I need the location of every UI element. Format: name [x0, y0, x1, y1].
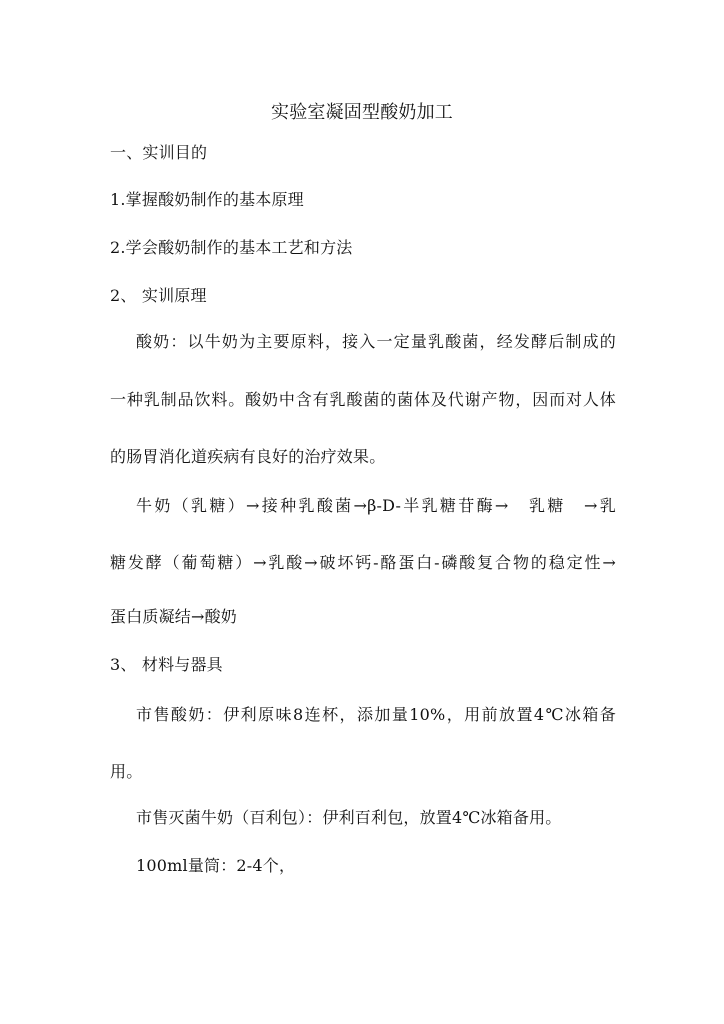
materials-line: 100ml量筒：2-4个， [136, 856, 296, 875]
materials-line: 市售灭菌牛奶（百利包）：伊利百利包，放置4℃冰箱备用。 [136, 808, 562, 827]
paragraph-line: 酸奶：以牛奶为主要原料，接入一定量乳酸菌，经发酵后制成的 [136, 332, 616, 351]
section-heading-objectives: 一、实训目的 [110, 143, 208, 162]
paragraph-line: 一种乳制品饮料。酸奶中含有乳酸菌的菌体及代谢产物，因而对人体 [110, 390, 616, 409]
document-title: 实验室凝固型酸奶加工 [271, 102, 453, 123]
process-flow-line: 牛奶（乳糖）→接种乳酸菌→β-D-半乳糖苷酶→ 乳糖 →乳 [136, 496, 616, 515]
section-heading-principle: 2、 实训原理 [110, 286, 207, 305]
objective-item-1: 1.掌握酸奶制作的基本原理 [110, 190, 304, 209]
process-flow-line: 糖发酵（葡萄糖）→乳酸→破坏钙-酪蛋白-磷酸复合物的稳定性→ [110, 553, 616, 572]
objective-item-2: 2.学会酸奶制作的基本工艺和方法 [110, 238, 353, 257]
materials-line: 用。 [110, 762, 143, 781]
paragraph-line: 的肠胃消化道疾病有良好的治疗效果。 [110, 447, 386, 466]
materials-line: 市售酸奶：伊利原味8连杯，添加量10%，用前放置4℃冰箱备 [136, 705, 616, 724]
process-flow-line: 蛋白质凝结→酸奶 [110, 607, 238, 626]
section-heading-materials: 3、 材料与器具 [110, 655, 223, 674]
